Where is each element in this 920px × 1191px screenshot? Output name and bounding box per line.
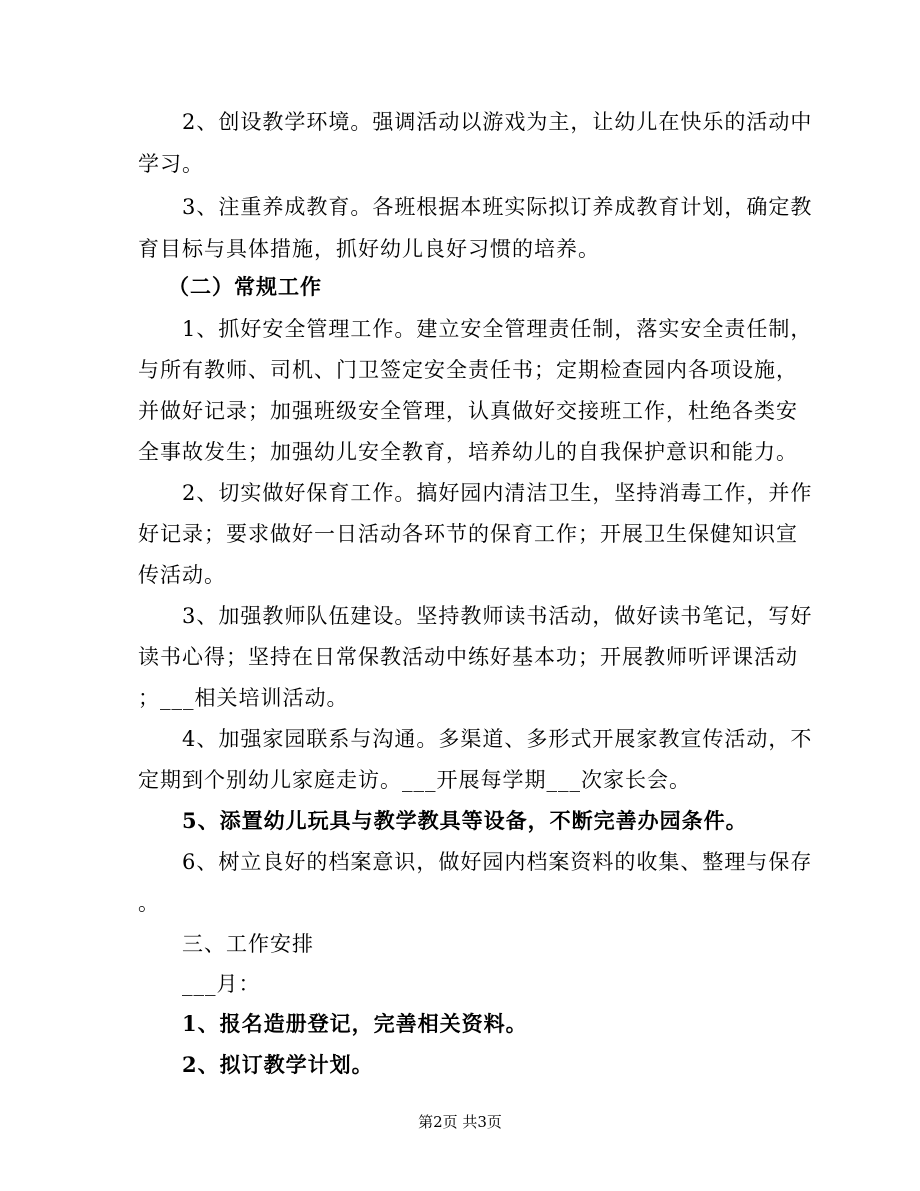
paragraph-line: 并做好记录；加强班级安全管理，认真做好交接班工作，杜绝各类安 [138,399,798,423]
paragraph-line: 好记录；要求做好一日活动各环节的保育工作；开展卫生保健知识宣 [138,522,798,546]
paragraph-line: 4、加强家园联系与沟通。多渠道、多形式开展家教宣传活动，不 [182,727,813,751]
paragraph-line-bold: 5、添置幼儿玩具与教学教具等设备，不断完善办园条件。 [182,808,748,833]
paragraph-line: 学习。 [138,152,204,176]
month-label: ___月： [182,972,261,996]
paragraph-line: 传活动。 [138,563,226,587]
paragraph-line: 读书心得；坚持在日常保教活动中练好基本功；开展教师听评课活动 [138,645,798,669]
paragraph-line-bold: 2、拟订教学计划。 [182,1052,374,1077]
paragraph-line: 3、加强教师队伍建设。坚持教师读书活动，做好读书笔记，写好 [182,604,813,628]
paragraph-line: 与所有教师、司机、门卫签定安全责任书；定期检查园内各项设施， [138,358,798,382]
paragraph-line: 定期到个别幼儿家庭走访。___开展每学期___次家长会。 [138,768,691,792]
paragraph-line: 1、抓好安全管理工作。建立安全管理责任制，落实安全责任制， [182,317,813,341]
paragraph-line: 2、创设教学环境。强调活动以游戏为主，让幼儿在快乐的活动中 [182,110,813,134]
paragraph-line-bold: 1、报名造册登记，完善相关资料。 [182,1011,528,1036]
section-heading: 三、工作安排 [182,932,314,956]
paragraph-line: 2、切实做好保育工作。搞好园内清洁卫生，坚持消毒工作，并作 [182,481,813,505]
paragraph-line: 6、树立良好的档案意识，做好园内档案资料的收集、整理与保存 [182,850,813,874]
paragraph-line: ；___相关培训活动。 [138,686,349,710]
section-heading: （二）常规工作 [168,274,322,299]
paragraph-line: 全事故发生；加强幼儿安全教育，培养幼儿的自我保护意识和能力。 [138,440,798,464]
paragraph-line: 3、注重养成教育。各班根据本班实际拟订养成教育计划，确定教 [182,195,813,219]
paragraph-line: 育目标与具体措施，抓好幼儿良好习惯的培养。 [138,237,600,261]
page-number: 第2页 共3页 [418,1113,502,1131]
paragraph-line: 。 [138,891,160,915]
